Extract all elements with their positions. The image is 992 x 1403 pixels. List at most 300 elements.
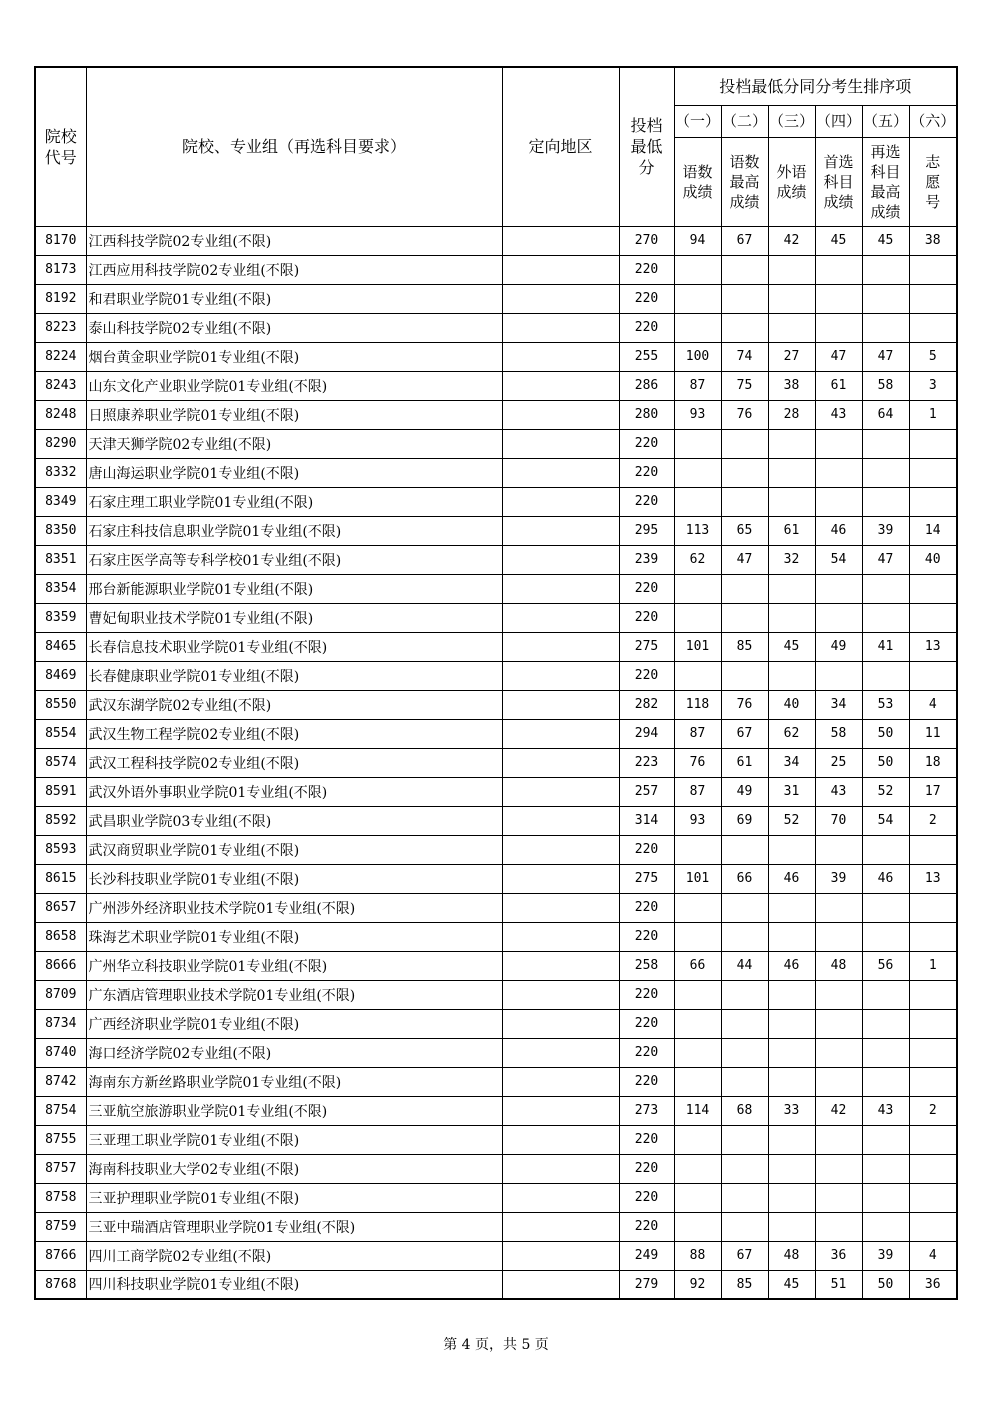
chinese-math-max-cell bbox=[721, 255, 768, 284]
table-row bbox=[35, 1067, 957, 1096]
reselect-max-cell: 50 bbox=[862, 1270, 909, 1299]
table-row bbox=[35, 1183, 957, 1212]
reselect-max-cell: 45 bbox=[862, 226, 909, 255]
chinese-math-score-cell bbox=[674, 458, 721, 487]
chinese-math-max-cell bbox=[721, 661, 768, 690]
header-item-choice-number: 志愿 号 bbox=[909, 137, 957, 226]
region-cell bbox=[502, 748, 619, 777]
chinese-math-score-cell: 93 bbox=[674, 806, 721, 835]
min-score-cell: 295 bbox=[619, 516, 674, 545]
school-code-cell: 8351 bbox=[35, 545, 86, 574]
min-score-cell: 258 bbox=[619, 951, 674, 980]
foreign-language-cell bbox=[768, 893, 815, 922]
school-code-cell: 8591 bbox=[35, 777, 86, 806]
header-tie-break: 投档最低分同分考生排序项 bbox=[674, 67, 957, 105]
header-school-code: 院校 代号 bbox=[35, 67, 86, 226]
reselect-max-cell: 41 bbox=[862, 632, 909, 661]
chinese-math-score-cell: 100 bbox=[674, 342, 721, 371]
choice-number-cell: 38 bbox=[909, 226, 957, 255]
region-cell bbox=[502, 951, 619, 980]
min-score-cell: 270 bbox=[619, 226, 674, 255]
school-group-cell: 江西科技学院02专业组(不限) bbox=[86, 226, 502, 255]
foreign-language-cell: 34 bbox=[768, 748, 815, 777]
header-order-5: （五） bbox=[862, 105, 909, 137]
school-group-cell: 海口经济学院02专业组(不限) bbox=[86, 1038, 502, 1067]
foreign-language-cell bbox=[768, 313, 815, 342]
region-cell bbox=[502, 574, 619, 603]
min-score-cell: 220 bbox=[619, 1183, 674, 1212]
foreign-language-cell: 42 bbox=[768, 226, 815, 255]
reselect-max-cell bbox=[862, 1154, 909, 1183]
chinese-math-score-cell: 87 bbox=[674, 777, 721, 806]
foreign-language-cell: 45 bbox=[768, 1270, 815, 1299]
header-item-chinese-math: 语数 成绩 bbox=[674, 137, 721, 226]
first-subject-cell: 49 bbox=[815, 632, 862, 661]
school-code-cell: 8658 bbox=[35, 922, 86, 951]
region-cell bbox=[502, 226, 619, 255]
reselect-max-cell bbox=[862, 255, 909, 284]
foreign-language-cell: 32 bbox=[768, 545, 815, 574]
school-group-cell: 唐山海运职业学院01专业组(不限) bbox=[86, 458, 502, 487]
foreign-language-cell: 52 bbox=[768, 806, 815, 835]
header-order-2: （二） bbox=[721, 105, 768, 137]
choice-number-cell: 13 bbox=[909, 864, 957, 893]
table-row bbox=[35, 284, 957, 313]
school-code-cell: 8243 bbox=[35, 371, 86, 400]
school-code-cell: 8173 bbox=[35, 255, 86, 284]
chinese-math-max-cell bbox=[721, 284, 768, 313]
chinese-math-max-cell bbox=[721, 487, 768, 516]
first-subject-cell bbox=[815, 1125, 862, 1154]
choice-number-cell bbox=[909, 980, 957, 1009]
chinese-math-max-cell bbox=[721, 1183, 768, 1212]
school-group-cell: 曹妃甸职业技术学院01专业组(不限) bbox=[86, 603, 502, 632]
reselect-max-cell bbox=[862, 1067, 909, 1096]
table-row bbox=[35, 545, 957, 574]
region-cell bbox=[502, 429, 619, 458]
first-subject-cell: 25 bbox=[815, 748, 862, 777]
reselect-max-cell bbox=[862, 922, 909, 951]
first-subject-cell: 58 bbox=[815, 719, 862, 748]
chinese-math-score-cell bbox=[674, 1183, 721, 1212]
school-group-cell: 广州华立科技职业学院01专业组(不限) bbox=[86, 951, 502, 980]
foreign-language-cell bbox=[768, 255, 815, 284]
chinese-math-max-cell: 68 bbox=[721, 1096, 768, 1125]
table-row bbox=[35, 806, 957, 835]
school-code-cell: 8759 bbox=[35, 1212, 86, 1241]
chinese-math-score-cell bbox=[674, 487, 721, 516]
foreign-language-cell: 38 bbox=[768, 371, 815, 400]
table-row bbox=[35, 864, 957, 893]
table-row bbox=[35, 661, 957, 690]
reselect-max-cell: 54 bbox=[862, 806, 909, 835]
reselect-max-cell bbox=[862, 313, 909, 342]
choice-number-cell bbox=[909, 284, 957, 313]
header-order-1: （一） bbox=[674, 105, 721, 137]
foreign-language-cell: 62 bbox=[768, 719, 815, 748]
region-cell bbox=[502, 1212, 619, 1241]
min-score-cell: 220 bbox=[619, 661, 674, 690]
foreign-language-cell bbox=[768, 458, 815, 487]
chinese-math-max-cell: 61 bbox=[721, 748, 768, 777]
first-subject-cell bbox=[815, 487, 862, 516]
choice-number-cell bbox=[909, 1212, 957, 1241]
school-code-cell: 8615 bbox=[35, 864, 86, 893]
school-group-cell: 武汉东湖学院02专业组(不限) bbox=[86, 690, 502, 719]
reselect-max-cell bbox=[862, 574, 909, 603]
choice-number-cell: 40 bbox=[909, 545, 957, 574]
table-header bbox=[35, 67, 957, 226]
school-group-cell: 江西应用科技学院02专业组(不限) bbox=[86, 255, 502, 284]
choice-number-cell bbox=[909, 1154, 957, 1183]
min-score-cell: 286 bbox=[619, 371, 674, 400]
region-cell bbox=[502, 313, 619, 342]
choice-number-cell bbox=[909, 835, 957, 864]
choice-number-cell: 36 bbox=[909, 1270, 957, 1299]
chinese-math-score-cell bbox=[674, 1067, 721, 1096]
reselect-max-cell bbox=[862, 1038, 909, 1067]
school-code-cell: 8224 bbox=[35, 342, 86, 371]
chinese-math-max-cell bbox=[721, 313, 768, 342]
foreign-language-cell bbox=[768, 922, 815, 951]
chinese-math-max-cell: 67 bbox=[721, 719, 768, 748]
school-group-cell: 广东酒店管理职业技术学院01专业组(不限) bbox=[86, 980, 502, 1009]
choice-number-cell: 2 bbox=[909, 1096, 957, 1125]
table-row bbox=[35, 632, 957, 661]
school-group-cell: 山东文化产业职业学院01专业组(不限) bbox=[86, 371, 502, 400]
chinese-math-score-cell: 88 bbox=[674, 1241, 721, 1270]
chinese-math-score-cell bbox=[674, 1009, 721, 1038]
chinese-math-max-cell: 67 bbox=[721, 226, 768, 255]
chinese-math-score-cell bbox=[674, 922, 721, 951]
chinese-math-score-cell bbox=[674, 1125, 721, 1154]
region-cell bbox=[502, 893, 619, 922]
school-code-cell: 8465 bbox=[35, 632, 86, 661]
school-code-cell: 8350 bbox=[35, 516, 86, 545]
region-cell bbox=[502, 835, 619, 864]
reselect-max-cell bbox=[862, 661, 909, 690]
chinese-math-score-cell: 76 bbox=[674, 748, 721, 777]
foreign-language-cell bbox=[768, 487, 815, 516]
school-code-cell: 8354 bbox=[35, 574, 86, 603]
school-group-cell: 三亚中瑞酒店管理职业学院01专业组(不限) bbox=[86, 1212, 502, 1241]
foreign-language-cell: 33 bbox=[768, 1096, 815, 1125]
min-score-cell: 282 bbox=[619, 690, 674, 719]
header-order-6: （六） bbox=[909, 105, 957, 137]
school-group-cell: 四川科技职业学院01专业组(不限) bbox=[86, 1270, 502, 1299]
first-subject-cell bbox=[815, 429, 862, 458]
school-group-cell: 武汉生物工程学院02专业组(不限) bbox=[86, 719, 502, 748]
chinese-math-max-cell: 67 bbox=[721, 1241, 768, 1270]
table-row bbox=[35, 487, 957, 516]
first-subject-cell: 34 bbox=[815, 690, 862, 719]
choice-number-cell bbox=[909, 429, 957, 458]
first-subject-cell: 42 bbox=[815, 1096, 862, 1125]
region-cell bbox=[502, 806, 619, 835]
chinese-math-max-cell: 76 bbox=[721, 690, 768, 719]
reselect-max-cell: 53 bbox=[862, 690, 909, 719]
table-row bbox=[35, 429, 957, 458]
chinese-math-score-cell: 114 bbox=[674, 1096, 721, 1125]
min-score-cell: 255 bbox=[619, 342, 674, 371]
chinese-math-score-cell: 94 bbox=[674, 226, 721, 255]
first-subject-cell bbox=[815, 1067, 862, 1096]
choice-number-cell bbox=[909, 1067, 957, 1096]
chinese-math-max-cell: 74 bbox=[721, 342, 768, 371]
header-order-3: （三） bbox=[768, 105, 815, 137]
school-code-cell: 8469 bbox=[35, 661, 86, 690]
reselect-max-cell bbox=[862, 893, 909, 922]
chinese-math-max-cell: 76 bbox=[721, 400, 768, 429]
min-score-cell: 220 bbox=[619, 255, 674, 284]
min-score-cell: 275 bbox=[619, 864, 674, 893]
reselect-max-cell bbox=[862, 1183, 909, 1212]
chinese-math-max-cell bbox=[721, 1212, 768, 1241]
first-subject-cell bbox=[815, 458, 862, 487]
header-item-chinese-math-max: 语数 最高 成绩 bbox=[721, 137, 768, 226]
region-cell bbox=[502, 1009, 619, 1038]
header-item-reselect-max: 再选 科目 最高 成绩 bbox=[862, 137, 909, 226]
chinese-math-score-cell bbox=[674, 429, 721, 458]
choice-number-cell: 1 bbox=[909, 400, 957, 429]
chinese-math-max-cell: 44 bbox=[721, 951, 768, 980]
first-subject-cell bbox=[815, 1038, 862, 1067]
foreign-language-cell bbox=[768, 429, 815, 458]
choice-number-cell bbox=[909, 893, 957, 922]
foreign-language-cell bbox=[768, 1212, 815, 1241]
chinese-math-score-cell: 101 bbox=[674, 864, 721, 893]
min-score-cell: 220 bbox=[619, 603, 674, 632]
foreign-language-cell bbox=[768, 284, 815, 313]
school-code-cell: 8755 bbox=[35, 1125, 86, 1154]
school-group-cell: 海南东方新丝路职业学院01专业组(不限) bbox=[86, 1067, 502, 1096]
school-group-cell: 长春信息技术职业学院01专业组(不限) bbox=[86, 632, 502, 661]
chinese-math-score-cell bbox=[674, 893, 721, 922]
table-row bbox=[35, 1038, 957, 1067]
region-cell bbox=[502, 719, 619, 748]
foreign-language-cell bbox=[768, 835, 815, 864]
choice-number-cell bbox=[909, 313, 957, 342]
school-code-cell: 8170 bbox=[35, 226, 86, 255]
min-score-cell: 220 bbox=[619, 458, 674, 487]
choice-number-cell bbox=[909, 1125, 957, 1154]
chinese-math-max-cell bbox=[721, 835, 768, 864]
school-code-cell: 8757 bbox=[35, 1154, 86, 1183]
chinese-math-max-cell bbox=[721, 574, 768, 603]
first-subject-cell bbox=[815, 284, 862, 313]
first-subject-cell bbox=[815, 574, 862, 603]
region-cell bbox=[502, 777, 619, 806]
chinese-math-score-cell: 92 bbox=[674, 1270, 721, 1299]
min-score-cell: 257 bbox=[619, 777, 674, 806]
chinese-math-max-cell bbox=[721, 980, 768, 1009]
first-subject-cell: 48 bbox=[815, 951, 862, 980]
choice-number-cell bbox=[909, 255, 957, 284]
chinese-math-max-cell: 69 bbox=[721, 806, 768, 835]
table-row bbox=[35, 1125, 957, 1154]
region-cell bbox=[502, 1067, 619, 1096]
table-body bbox=[35, 226, 957, 1299]
school-code-cell: 8554 bbox=[35, 719, 86, 748]
first-subject-cell bbox=[815, 922, 862, 951]
choice-number-cell bbox=[909, 487, 957, 516]
min-score-cell: 220 bbox=[619, 487, 674, 516]
reselect-max-cell: 43 bbox=[862, 1096, 909, 1125]
chinese-math-score-cell bbox=[674, 1212, 721, 1241]
foreign-language-cell bbox=[768, 1183, 815, 1212]
first-subject-cell: 46 bbox=[815, 516, 862, 545]
foreign-language-cell: 48 bbox=[768, 1241, 815, 1270]
foreign-language-cell bbox=[768, 1125, 815, 1154]
school-group-cell: 三亚航空旅游职业学院01专业组(不限) bbox=[86, 1096, 502, 1125]
foreign-language-cell bbox=[768, 1154, 815, 1183]
school-group-cell: 石家庄科技信息职业学院01专业组(不限) bbox=[86, 516, 502, 545]
table-row bbox=[35, 980, 957, 1009]
chinese-math-score-cell bbox=[674, 255, 721, 284]
region-cell bbox=[502, 1270, 619, 1299]
chinese-math-max-cell: 85 bbox=[721, 632, 768, 661]
choice-number-cell: 17 bbox=[909, 777, 957, 806]
table-row bbox=[35, 1270, 957, 1299]
school-code-cell: 8223 bbox=[35, 313, 86, 342]
chinese-math-max-cell bbox=[721, 1038, 768, 1067]
choice-number-cell: 13 bbox=[909, 632, 957, 661]
min-score-cell: 279 bbox=[619, 1270, 674, 1299]
school-code-cell: 8768 bbox=[35, 1270, 86, 1299]
reselect-max-cell bbox=[862, 1009, 909, 1038]
school-code-cell: 8740 bbox=[35, 1038, 86, 1067]
reselect-max-cell bbox=[862, 1125, 909, 1154]
min-score-cell: 273 bbox=[619, 1096, 674, 1125]
chinese-math-score-cell bbox=[674, 574, 721, 603]
school-group-cell: 四川工商学院02专业组(不限) bbox=[86, 1241, 502, 1270]
table-row bbox=[35, 951, 957, 980]
page-footer: 第 4 页，共 5 页 bbox=[443, 1337, 549, 1353]
min-score-cell: 220 bbox=[619, 574, 674, 603]
min-score-cell: 220 bbox=[619, 835, 674, 864]
school-code-cell: 8359 bbox=[35, 603, 86, 632]
choice-number-cell: 4 bbox=[909, 1241, 957, 1270]
table-row bbox=[35, 1212, 957, 1241]
school-code-cell: 8192 bbox=[35, 284, 86, 313]
chinese-math-max-cell bbox=[721, 893, 768, 922]
foreign-language-cell: 40 bbox=[768, 690, 815, 719]
region-cell bbox=[502, 487, 619, 516]
chinese-math-score-cell bbox=[674, 284, 721, 313]
school-code-cell: 8332 bbox=[35, 458, 86, 487]
first-subject-cell bbox=[815, 1154, 862, 1183]
region-cell bbox=[502, 516, 619, 545]
table-row bbox=[35, 1096, 957, 1125]
table-row bbox=[35, 1241, 957, 1270]
region-cell bbox=[502, 1154, 619, 1183]
chinese-math-score-cell bbox=[674, 661, 721, 690]
choice-number-cell bbox=[909, 458, 957, 487]
chinese-math-max-cell bbox=[721, 1067, 768, 1096]
min-score-cell: 223 bbox=[619, 748, 674, 777]
first-subject-cell: 39 bbox=[815, 864, 862, 893]
header-region: 定向地区 bbox=[502, 67, 619, 226]
header-order-4: （四） bbox=[815, 105, 862, 137]
region-cell bbox=[502, 603, 619, 632]
first-subject-cell: 61 bbox=[815, 371, 862, 400]
reselect-max-cell: 50 bbox=[862, 748, 909, 777]
first-subject-cell bbox=[815, 1183, 862, 1212]
chinese-math-max-cell: 47 bbox=[721, 545, 768, 574]
chinese-math-max-cell: 65 bbox=[721, 516, 768, 545]
school-group-cell: 泰山科技学院02专业组(不限) bbox=[86, 313, 502, 342]
choice-number-cell: 3 bbox=[909, 371, 957, 400]
table-row bbox=[35, 748, 957, 777]
foreign-language-cell: 45 bbox=[768, 632, 815, 661]
chinese-math-score-cell bbox=[674, 980, 721, 1009]
region-cell bbox=[502, 458, 619, 487]
first-subject-cell: 36 bbox=[815, 1241, 862, 1270]
reselect-max-cell bbox=[862, 980, 909, 1009]
choice-number-cell: 2 bbox=[909, 806, 957, 835]
reselect-max-cell: 39 bbox=[862, 1241, 909, 1270]
chinese-math-score-cell: 66 bbox=[674, 951, 721, 980]
min-score-cell: 294 bbox=[619, 719, 674, 748]
reselect-max-cell: 39 bbox=[862, 516, 909, 545]
choice-number-cell bbox=[909, 661, 957, 690]
choice-number-cell: 1 bbox=[909, 951, 957, 980]
chinese-math-score-cell bbox=[674, 1154, 721, 1183]
first-subject-cell: 43 bbox=[815, 400, 862, 429]
min-score-cell: 239 bbox=[619, 545, 674, 574]
min-score-cell: 220 bbox=[619, 313, 674, 342]
chinese-math-score-cell bbox=[674, 1038, 721, 1067]
reselect-max-cell bbox=[862, 835, 909, 864]
min-score-cell: 220 bbox=[619, 922, 674, 951]
table-row bbox=[35, 342, 957, 371]
chinese-math-score-cell: 118 bbox=[674, 690, 721, 719]
school-group-cell: 三亚理工职业学院01专业组(不限) bbox=[86, 1125, 502, 1154]
school-group-cell: 日照康养职业学院01专业组(不限) bbox=[86, 400, 502, 429]
chinese-math-score-cell: 87 bbox=[674, 719, 721, 748]
table-row bbox=[35, 893, 957, 922]
min-score-cell: 220 bbox=[619, 980, 674, 1009]
table-row bbox=[35, 226, 957, 255]
school-code-cell: 8657 bbox=[35, 893, 86, 922]
school-group-cell: 石家庄医学高等专科学校01专业组(不限) bbox=[86, 545, 502, 574]
table-row bbox=[35, 1009, 957, 1038]
min-score-cell: 220 bbox=[619, 1009, 674, 1038]
table-row bbox=[35, 690, 957, 719]
choice-number-cell bbox=[909, 603, 957, 632]
chinese-math-max-cell: 49 bbox=[721, 777, 768, 806]
school-group-cell: 邢台新能源职业学院01专业组(不限) bbox=[86, 574, 502, 603]
region-cell bbox=[502, 864, 619, 893]
foreign-language-cell bbox=[768, 1067, 815, 1096]
school-group-cell: 和君职业学院01专业组(不限) bbox=[86, 284, 502, 313]
first-subject-cell: 47 bbox=[815, 342, 862, 371]
reselect-max-cell: 56 bbox=[862, 951, 909, 980]
first-subject-cell bbox=[815, 313, 862, 342]
min-score-cell: 220 bbox=[619, 1125, 674, 1154]
region-cell bbox=[502, 400, 619, 429]
min-score-cell: 314 bbox=[619, 806, 674, 835]
table-row bbox=[35, 835, 957, 864]
school-group-cell: 武汉商贸职业学院01专业组(不限) bbox=[86, 835, 502, 864]
school-group-cell: 长沙科技职业学院01专业组(不限) bbox=[86, 864, 502, 893]
region-cell bbox=[502, 922, 619, 951]
foreign-language-cell bbox=[768, 603, 815, 632]
first-subject-cell: 43 bbox=[815, 777, 862, 806]
choice-number-cell bbox=[909, 1038, 957, 1067]
foreign-language-cell bbox=[768, 1009, 815, 1038]
table-row bbox=[35, 371, 957, 400]
